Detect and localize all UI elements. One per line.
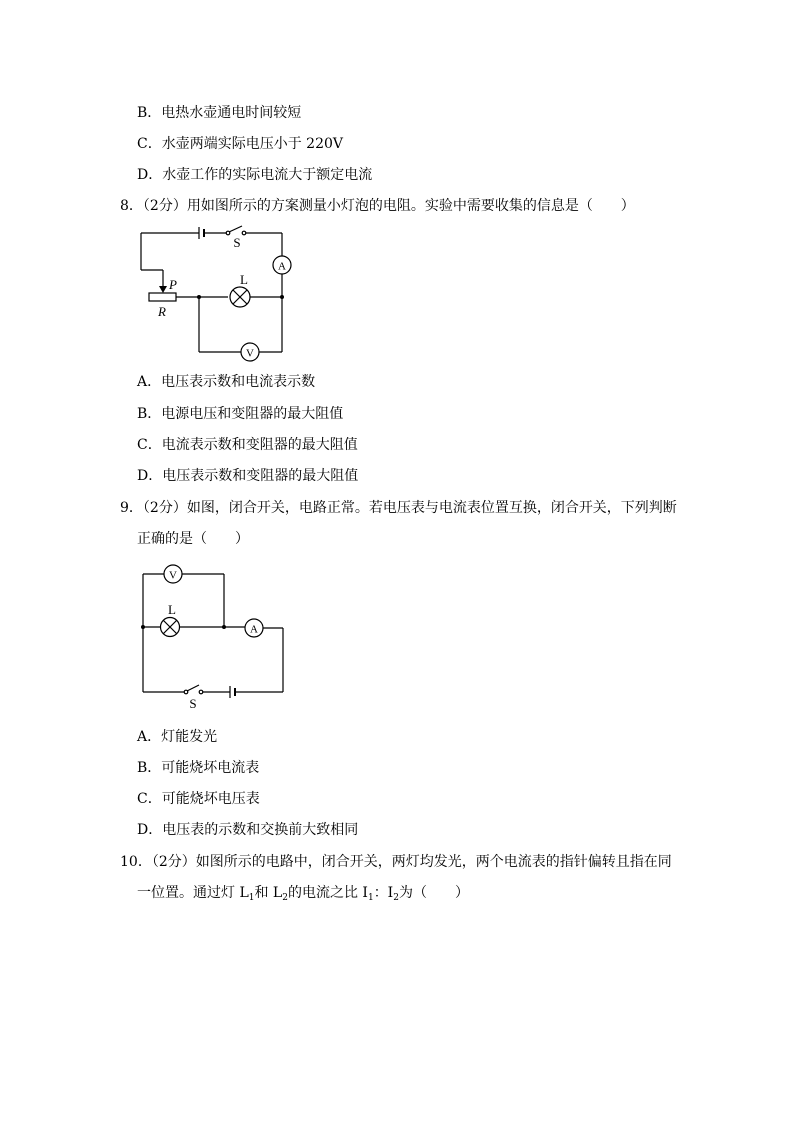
q8-voltmeter-label: V	[246, 347, 254, 360]
q9-option-d: D．电压表的示数和交换前大致相同	[137, 822, 359, 838]
q9-stem-line2: 正确的是（ ）	[137, 531, 249, 547]
q8-option-d: D．电压表示数和变阻器的最大阻值	[137, 468, 359, 484]
q9-option-b: B．可能烧坏电流表	[137, 760, 260, 776]
q8-stem: 8．（2分）用如图所示的方案测量小灯泡的电阻。实验中需要收集的信息是（ ）	[120, 198, 635, 214]
q10-stem-line1: 10．（2分）如图所示的电路中，闭合开关，两灯均发光，两个电流表的指针偏转且指在同	[120, 854, 672, 870]
q9-ammeter-label: A	[250, 623, 258, 636]
q8-switch-label: S	[233, 235, 241, 250]
q9-voltmeter-label: V	[169, 569, 177, 582]
q8-option-b: B．电源电压和变阻器的最大阻值	[137, 406, 344, 422]
q7-option-b: B．电热水壶通电时间较短	[137, 105, 302, 121]
q9-switch-label: S	[189, 696, 197, 711]
q8-slider-label: P	[169, 277, 177, 292]
q7-option-c: C．水壶两端实际电压小于 220V	[137, 136, 343, 152]
q9-option-c: C．可能烧坏电压表	[137, 791, 260, 807]
q8-rheostat-label: R	[158, 304, 166, 319]
q10-stem-line2: 一位置。通过灯 $L_1$和 $L_2$的电流之比 $I_1$：$I_2$为（ ）	[137, 885, 469, 903]
q8-lamp-label: L	[240, 272, 248, 287]
q7-option-d: D．水壶工作的实际电流大于额定电流	[137, 167, 373, 183]
q8-option-c: C．电流表示数和变阻器的最大阻值	[137, 437, 358, 453]
q9-option-a: A．灯能发光	[137, 729, 218, 745]
q8-ammeter-label: A	[278, 260, 286, 273]
q9-stem-line1: 9．（2分）如图，闭合开关，电路正常。若电压表与电流表位置互换，闭合开关，下列判断	[120, 500, 677, 516]
q9-lamp-label: L	[168, 602, 176, 617]
q8-option-a: A．电压表示数和电流表示数	[137, 374, 316, 390]
